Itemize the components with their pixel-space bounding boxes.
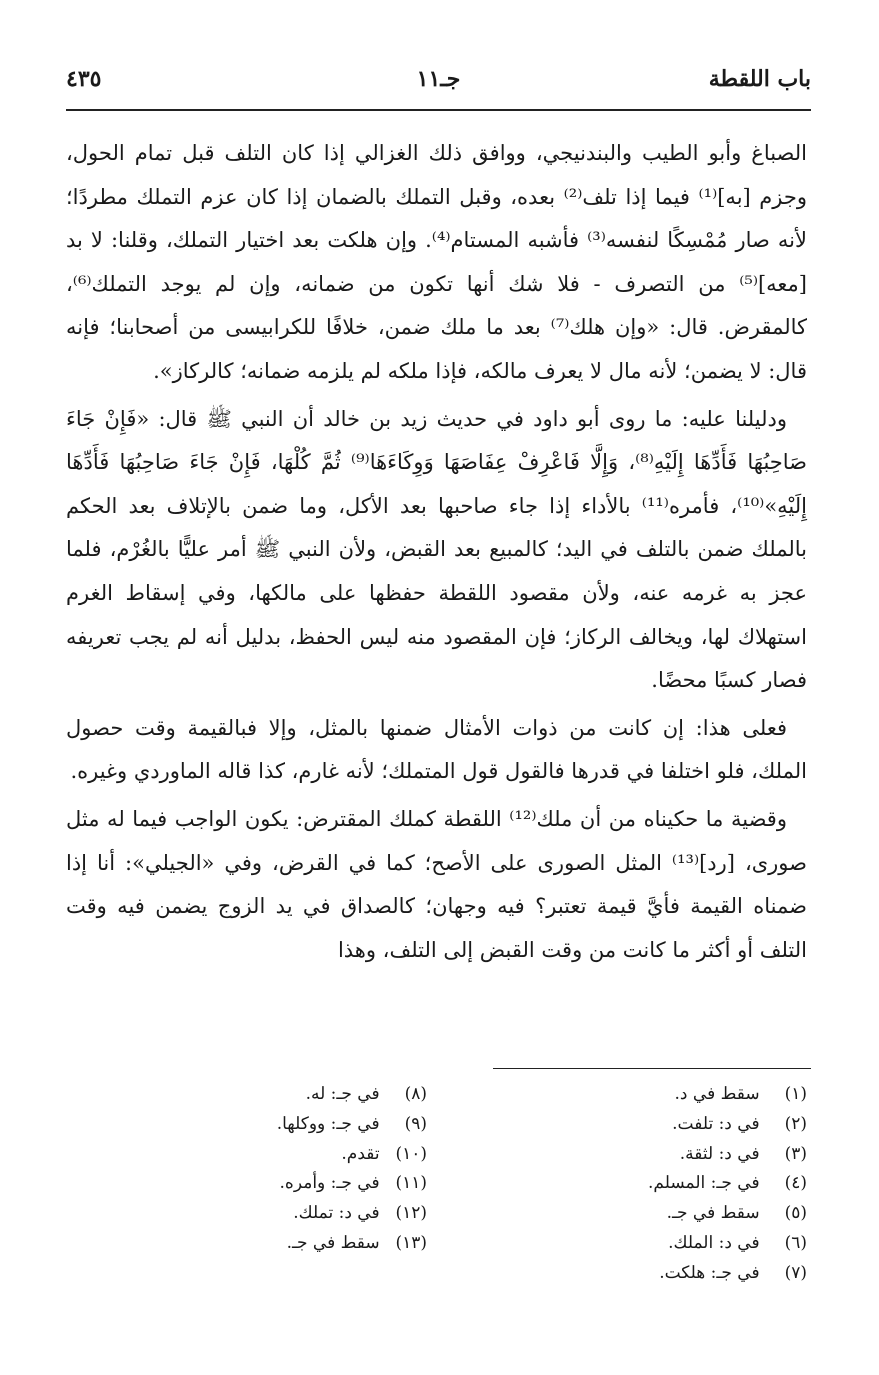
footnote: (١١) في جـ: وأمره. (279, 1173, 427, 1194)
footnote: (١٣) سقط في جـ. (286, 1232, 427, 1253)
volume-label: جـ١١ (416, 66, 461, 92)
footnote: (٨) في جـ: له. (305, 1084, 427, 1104)
footnote-column-right (447, 1080, 807, 1289)
footnote: (٣) في د: لثقة. (679, 1143, 807, 1164)
header-divider (66, 109, 811, 111)
footnote-column-left (67, 1080, 427, 1259)
footnote: (٥) سقط في جـ. (666, 1203, 807, 1224)
footnote: (١٢) في د: تملك. (293, 1203, 427, 1224)
page-header (66, 62, 811, 102)
footnote-divider (493, 1068, 811, 1069)
footnote: (١) سقط في د. (674, 1084, 807, 1104)
footnote: (٦) في د: الملك. (668, 1232, 807, 1253)
footnote: (١٠) تقدم. (341, 1143, 427, 1164)
main-text (66, 132, 807, 976)
footnote: (٩) في جـ: ووكلها. (276, 1113, 427, 1134)
page-number: ٤٣٥ (66, 66, 102, 92)
footnote: (٢) في د: تلفت. (672, 1113, 807, 1134)
paragraph: ودليلنا عليه: ما روى أبو داود في حديث زيد بن خالد أن النبي ﷺ قال: «فَإِنْ جَاءَ صَاحِبُهَا فَأَدِّهَا إِلَيْهِ⁽⁸⁾، وَإِلَّا فَاعْرِفْ عِفَاصَهَا وَوِكَاءَهَا⁽⁹⁾ ثُمَّ كُلْهَا، فَإِنْ جَاءَ صَاحِبُهَا فَأَدِّهَا إِلَيْهِ»⁽¹⁰⁾، فأمره⁽¹¹⁾ بالأداء إذا جاء صاحبها بعد الأكل، وما ضمن بالإتلاف بعد الحكم بالملك ضمن بالتلف في اليد؛ كالمبيع بعد القبض، ولأن النبي ﷺ أمر عليًّا بالغُرْم، فلما عجز به غرمه عنه، ولأن مقصود اللقطة حفظها على مالكها، وفي إسقاط الغرم استهلاك لها، ويخالف الركاز؛ فإن المقصود منه ليس الحفظ، بدليل أنه لم يجب تعريفه فصار كسبًا محضًا. (66, 406, 808, 693)
footnote: (٧) في جـ: هلكت. (659, 1262, 807, 1283)
paragraph: فعلى هذا: إن كانت من ذوات الأمثال ضمنها بالمثل، وإلا فبالقيمة وقت حصول الملك، فلو اختلفا في قدرها فالقول قول المتملك؛ لأنه غارم، كذا قاله الماوردي وغيره. (66, 715, 807, 784)
paragraph: وقضية ما حكيناه من أن ملك⁽¹²⁾ اللقطة كملك المقترض: يكون الواجب فيما له مثل صورى، [رد]⁽¹³⁾ المثل الصورى على الأصح؛ كما في القرض، وفي «الجيلي»: أنا إذا ضمناه القيمة فأيَّ قيمة تعتبر؟ فيه وجهان؛ كالصداق في يد الزوج يضمن فيه وقت التلف أو أكثر ما كانت من وقت القبض إلى التلف، وهذا (66, 806, 807, 962)
paragraph: الصباغ وأبو الطيب والبندنيجي، ووافق ذلك الغزالي إذا كان التلف قبل تمام الحول، وجزم [به]⁽¹⁾ فيما إذا تلف⁽²⁾ بعده، وقبل التملك بالضمان إذا كان عزم التملك مطردًا؛ لأنه صار مُمْسِكًا لنفسه⁽³⁾ فأشبه المستام⁽⁴⁾. وإن هلكت بعد اختيار التملك، وقلنا: لا بد [معه]⁽⁵⁾ من التصرف - فلا شك أنها تكون من ضمانه، وإن لم يوجد التملك⁽⁶⁾، كالمقرض. قال: «وإن هلك⁽⁷⁾ بعد ما ملك ضمن، خلافًا للكرابيسى من أصحابنا؛ فإنه قال: لا يضمن؛ لأنه مال لا يعرف مالكه، فإذا ملكه لم يلزمه ضمانه؛ كالركاز». (66, 141, 807, 383)
footnote: (٤) في جـ: المسلم. (648, 1173, 807, 1194)
chapter-title: باب اللقطة (708, 66, 811, 92)
